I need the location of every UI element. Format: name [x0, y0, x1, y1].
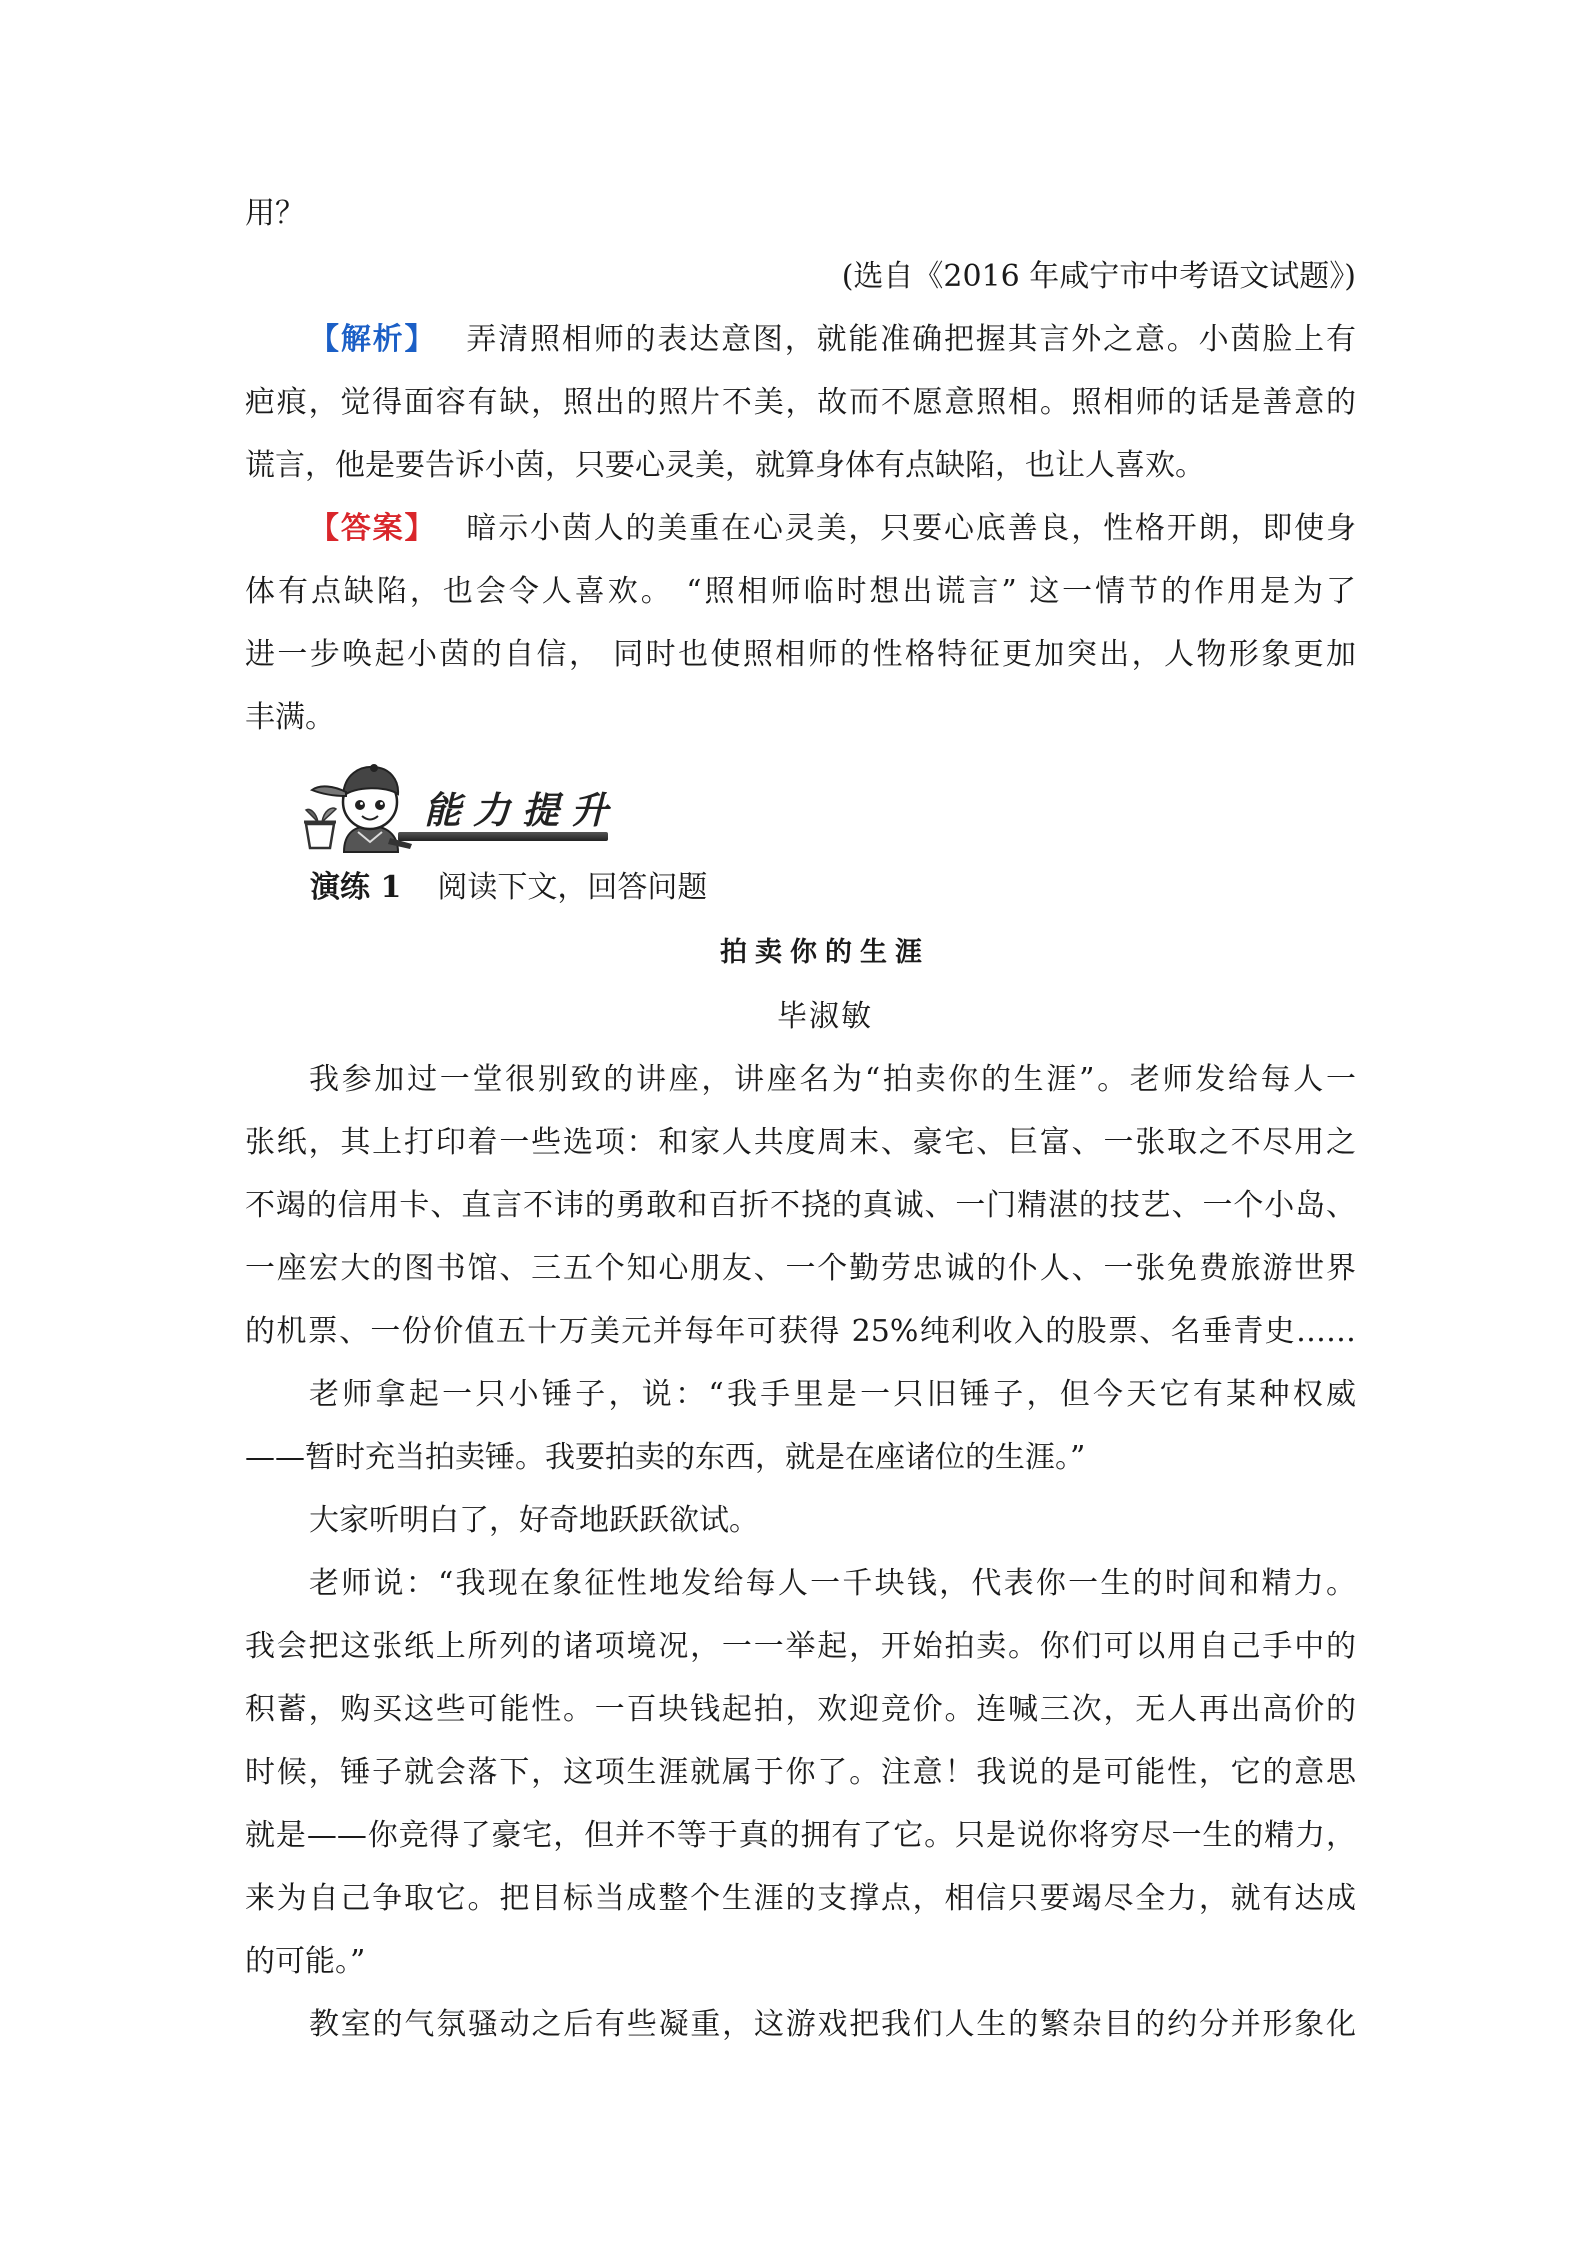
answer-line: 进一步唤起小茵的自信， 同时也使照相师的性格特征更加突出，人物形象更加 — [245, 637, 1356, 672]
question-tail: 用？ — [245, 196, 305, 231]
paragraph-line: 的机票、一份价值五十万美元并每年可获得 25%纯利收入的股票、名垂青史…… — [245, 1314, 1356, 1349]
article-title: 拍卖你的生涯 — [720, 937, 930, 968]
paragraph-line: 教室的气氛骚动之后有些凝重，这游戏把我们人生的繁杂目的约分并形象化 — [309, 2007, 1356, 2042]
flower-pot — [304, 808, 336, 848]
paragraph-line: 就是——你竞得了豪宅，但并不等于真的拥有了它。只是说你将穷尽一生的精力， — [245, 1818, 1356, 1853]
paragraph-line: 老师说：“我现在象征性地发给每人一千块钱，代表你一生的时间和精力。 — [309, 1566, 1356, 1601]
paragraph-line: 一座宏大的图书馆、三五个知心朋友、一个勤劳忠诚的仆人、一张免费旅游世界 — [245, 1251, 1356, 1286]
answer-line: 体有点缺陷，也会令人喜欢。 “照相师临时想出谎言” 这一情节的作用是为了 — [245, 574, 1356, 609]
paragraph-line: 来为自己争取它。把目标当成整个生涯的支撑点，相信只要竭尽全力，就有达成 — [245, 1881, 1356, 1916]
paragraph-line: 大家听明白了，好奇地跃跃欲试。 — [309, 1503, 759, 1538]
exercise-label: 演练 1 — [310, 870, 402, 905]
article-paragraph — [245, 1552, 1356, 1993]
article-author: 毕淑敏 — [777, 999, 873, 1034]
answer-section — [245, 182, 1356, 749]
paragraph-line: 我会把这张纸上所列的诸项境况，一一举起，开始拍卖。你们可以用自己手中的 — [245, 1629, 1356, 1664]
article-paragraph — [245, 1363, 1356, 1489]
article-paragraph — [245, 1489, 1356, 1552]
paragraph-line: ——暂时充当拍卖锤。我要拍卖的东西，就是在座诸位的生涯。” — [245, 1440, 1086, 1475]
paragraph-line: 老师拿起一只小锤子，说：“我手里是一只旧锤子，但今天它有某种权威 — [309, 1377, 1356, 1412]
analysis-line: 谎言，他是要告诉小茵，只要心灵美，就算身体有点缺陷，也让人喜欢。 — [245, 448, 1205, 483]
paragraph-line: 的可能。” — [245, 1944, 366, 1979]
paragraph-line: 时候，锤子就会落下，这项生涯就属于你了。注意！我说的是可能性，它的意思 — [245, 1755, 1356, 1790]
section-banner-underline — [398, 832, 608, 841]
article-paragraph — [245, 1993, 1356, 2056]
paragraph-line: 张纸，其上打印着一些选项：和家人共度周末、豪宅、巨富、一张取之不尽用之 — [245, 1125, 1356, 1160]
answer-label: 【答案】 — [309, 511, 437, 546]
analysis-text: 弄清照相师的表达意图，就能准确把握其言外之意。小茵脸上有 — [466, 322, 1356, 357]
article-paragraph — [245, 1048, 1356, 1363]
paragraph-line: 不竭的信用卡、直言不讳的勇敢和百折不挠的真诚、一门精湛的技艺、一个小岛、 — [245, 1188, 1356, 1223]
paragraph-line: 我参加过一堂很别致的讲座，讲座名为“拍卖你的生涯”。老师发给每人一 — [309, 1062, 1356, 1097]
answer-line: 丰满。 — [245, 700, 335, 735]
answer-line — [245, 497, 1356, 560]
section-banner-title: 能力提升 — [424, 788, 620, 832]
answer-text: 暗示小茵人的美重在心灵美，只要心底善良，性格开朗，即使身 — [466, 511, 1356, 546]
article-body — [245, 1048, 1356, 2056]
analysis-line — [245, 308, 1356, 371]
exercise-prompt: 阅读下文，回答问题 — [437, 870, 708, 905]
exercise-heading — [310, 856, 707, 919]
analysis-label: 【解析】 — [309, 322, 437, 357]
source-note: (选自《2016 年咸宁市中考语文试题》) — [841, 259, 1356, 294]
analysis-line: 疤痕，觉得面容有缺，照出的照片不美，故而不愿意照相。照相师的话是善意的 — [245, 385, 1356, 420]
paragraph-line: 积蓄，购买这些可能性。一百块钱起拍，欢迎竞价。连喊三次，无人再出高价的 — [245, 1692, 1356, 1727]
